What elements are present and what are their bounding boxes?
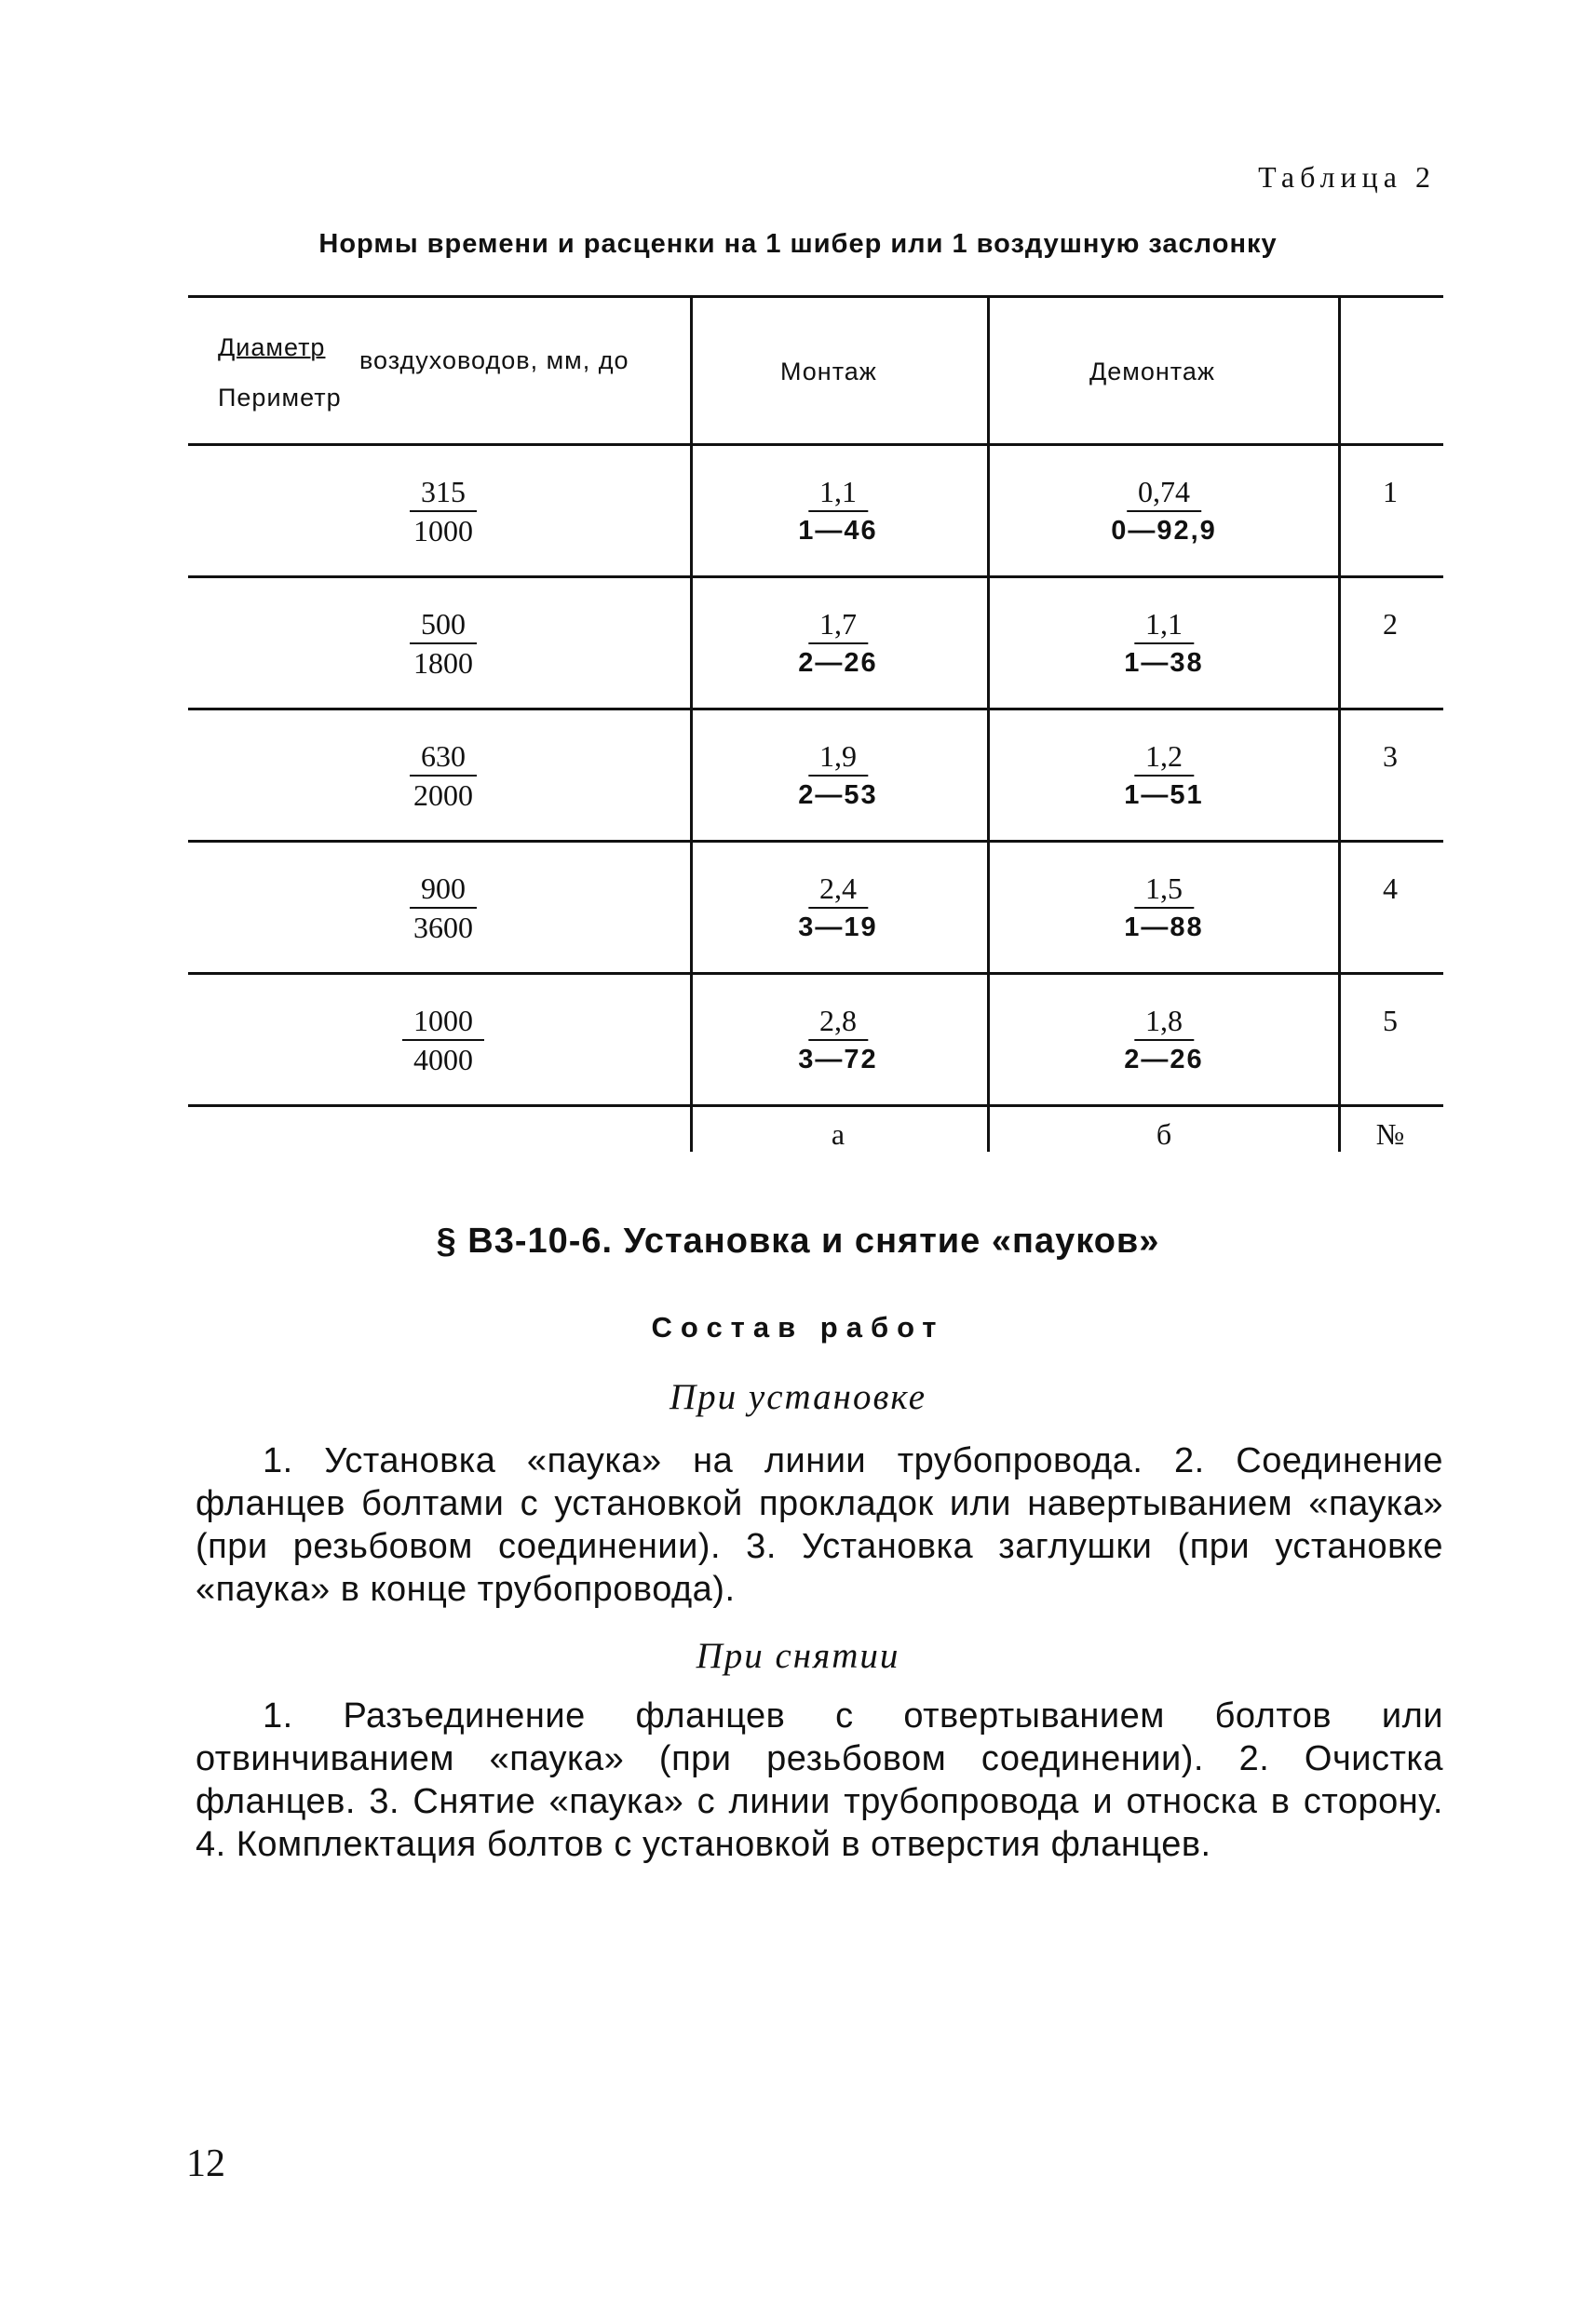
dismount-price: 1—88: [1124, 912, 1204, 942]
mount-cell: [787, 1002, 888, 1078]
column-key-b: б: [1156, 1117, 1172, 1151]
dismount-cell: [1113, 605, 1214, 682]
table-label: Таблица 2: [1258, 160, 1436, 194]
table-header-rule: [188, 443, 1443, 446]
mount-norm: 2,8: [808, 1002, 868, 1041]
mount-cell: [787, 737, 888, 814]
mount-norm: 2,4: [808, 870, 868, 909]
table-top-rule: [188, 295, 1443, 298]
row-rule: [188, 972, 1443, 975]
header-ducts: воздуховодов, мм, до: [359, 346, 629, 374]
mount-price: 2—53: [798, 780, 878, 810]
mount-cell: [787, 870, 888, 946]
perimeter-value: 4000: [413, 1043, 473, 1076]
diameter-value: 1000: [402, 1002, 484, 1041]
dismount-price: 1—38: [1124, 648, 1204, 678]
table-caption: Нормы времени и расценки на 1 шибер или 1 воздушную заслонку: [318, 229, 1278, 259]
diameter-value: 315: [410, 473, 477, 512]
row-rule: [188, 708, 1443, 710]
column-rule: [1338, 295, 1341, 1152]
header-dismounting: Демонтаж: [1089, 358, 1215, 385]
mount-norm: 1,7: [808, 605, 868, 644]
perimeter-value: 2000: [413, 778, 473, 812]
perimeter-value: 1000: [413, 514, 473, 547]
diameter-perimeter-cell: [402, 605, 484, 682]
diameter-value: 630: [410, 737, 477, 777]
diameter-perimeter-cell: [402, 1002, 484, 1078]
row-number: 2: [1383, 607, 1398, 641]
header-mounting: Монтаж: [780, 358, 877, 385]
dismount-cell: [1113, 737, 1214, 814]
row-number: 4: [1383, 871, 1398, 905]
diameter-value: 900: [410, 870, 477, 909]
diameter-perimeter-cell: [402, 473, 484, 549]
mount-norm: 1,9: [808, 737, 868, 777]
perimeter-value: 1800: [413, 646, 473, 680]
mount-norm: 1,1: [808, 473, 868, 512]
row-rule: [188, 840, 1443, 843]
mount-cell: [787, 473, 888, 549]
mount-price: 3—19: [798, 912, 878, 942]
dismount-norm: 1,5: [1134, 870, 1194, 909]
dismount-norm: 1,8: [1134, 1002, 1194, 1041]
dismount-cell: [1113, 870, 1214, 946]
diameter-perimeter-cell: [402, 870, 484, 946]
row-rule: [188, 575, 1443, 578]
installation-paragraph: 1. Установка «паука» на линии трубопровода. 2. Соединение фланцев болтами с установкой прокладок или навертыванием «паука» (при резьбовом соединении). 3. Установка заглушки (при установке «паука» в конце трубопровода).: [196, 1441, 1443, 1609]
column-key-a: а: [831, 1117, 845, 1151]
dismount-price: 2—26: [1124, 1045, 1204, 1074]
header-diameter: Диаметр: [218, 333, 326, 361]
row-number: 1: [1383, 475, 1398, 508]
dismount-price: 1—51: [1124, 780, 1204, 810]
removal-heading: При снятии: [696, 1636, 900, 1676]
dismount-cell: [1100, 473, 1228, 549]
dismount-norm: 0,74: [1127, 473, 1201, 512]
mount-cell: [787, 605, 888, 682]
row-number: 3: [1383, 739, 1398, 773]
column-rule: [987, 295, 990, 1152]
dismount-cell: [1113, 1002, 1214, 1078]
mount-price: 1—46: [798, 516, 878, 546]
mount-price: 3—72: [798, 1045, 878, 1074]
column-rule: [690, 295, 693, 1152]
mount-price: 2—26: [798, 648, 878, 678]
installation-heading: При установке: [669, 1377, 927, 1417]
diameter-perimeter-cell: [402, 737, 484, 814]
work-composition-heading: Состав работ: [651, 1311, 945, 1344]
diameter-value: 500: [410, 605, 477, 644]
row-number: 5: [1383, 1004, 1398, 1037]
header-perimeter: Периметр: [218, 384, 342, 412]
section-title: § В3-10-6. Установка и снятие «пауков»: [436, 1222, 1160, 1261]
table-bottom-rule: [188, 1104, 1443, 1107]
page-number: 12: [186, 2142, 225, 2185]
dismount-price: 0—92,9: [1111, 516, 1217, 546]
column-key-no: №: [1375, 1117, 1405, 1151]
dismount-norm: 1,1: [1134, 605, 1194, 644]
removal-paragraph: 1. Разъединение фланцев с отвертыванием болтов или отвинчиванием «паука» (при резьбовом соединении). 2. Очистка фланцев. 3. Снятие «паука» с линии трубопровода и относка в сторону. 4. Комплектация болтов с установкой в отверстия фланцев.: [196, 1696, 1443, 1864]
dismount-norm: 1,2: [1134, 737, 1194, 777]
perimeter-value: 3600: [413, 911, 473, 944]
